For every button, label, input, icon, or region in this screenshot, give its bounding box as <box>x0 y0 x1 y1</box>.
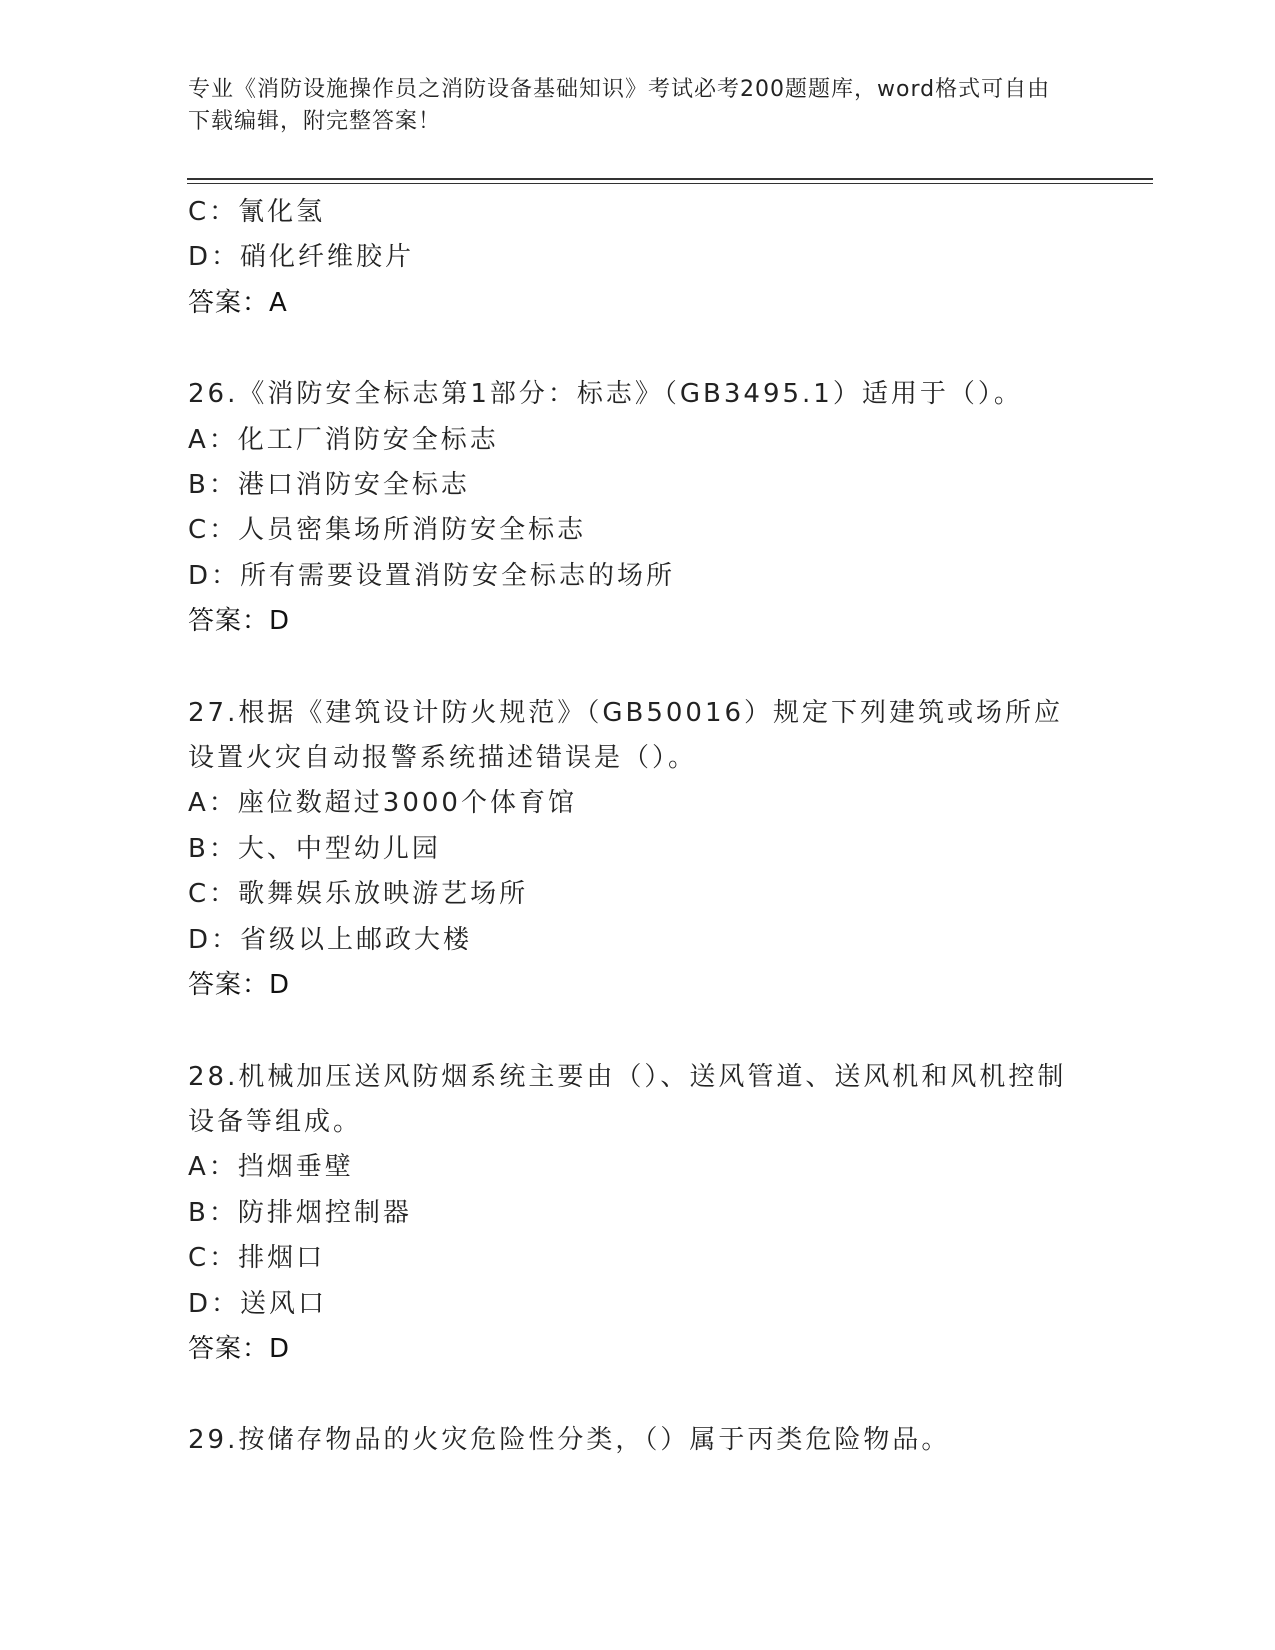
question-25-answer: 答案：A <box>188 287 288 318</box>
spacer <box>188 1009 1088 1055</box>
question-25-option-d: D：硝化纤维胶片 <box>188 242 415 273</box>
question-26-option-d: D：所有需要设置消防安全标志的场所 <box>188 560 676 591</box>
spacer <box>188 326 1088 372</box>
question-26-answer: 答案：D <box>188 606 291 637</box>
question-27-answer: 答案：D <box>188 970 291 1001</box>
document-header-title: 专业《消防设施操作员之消防设备基础知识》考试必考200题题库，word格式可自由下载编辑，附完整答案！ <box>188 77 1051 134</box>
question-26-option-b: B：港口消防安全标志 <box>188 470 470 501</box>
question-27-option-c: C：歌舞娱乐放映游艺场所 <box>188 879 529 910</box>
question-29-stem: 29.按储存物品的火灾危险性分类，（）属于丙类危险物品。 <box>188 1425 951 1456</box>
question-28-option-d: D：送风口 <box>188 1288 328 1319</box>
question-28-stem: 28.机械加压送风防烟系统主要由（）、送风管道、送风机和风机控制设备等组成。 <box>188 1061 1067 1137</box>
question-27-stem: 27.根据《建筑设计防火规范》（GB50016）规定下列建筑或场所应设置火灾自动报警系统描述错误是（）。 <box>188 697 1064 774</box>
question-26-option-a: A：化工厂消防安全标志 <box>188 424 499 455</box>
question-26-stem: 26.《消防安全标志第1部分：标志》（GB3495.1）适用于（）。 <box>188 379 1023 410</box>
question-27-option-a: A：座位数超过3000个体育馆 <box>188 788 577 819</box>
spacer <box>188 645 1088 691</box>
question-25-option-c: C：氰化氢 <box>188 197 326 227</box>
question-list <box>188 190 1088 1464</box>
header-divider-thick <box>187 178 1153 180</box>
question-28-option-a: A：挡烟垂壁 <box>188 1152 354 1183</box>
spacer <box>188 1372 1088 1418</box>
question-28-option-b: B：防排烟控制器 <box>188 1197 412 1228</box>
question-27-option-d: D：省级以上邮政大楼 <box>188 924 473 955</box>
question-28-answer: 答案：D <box>188 1333 291 1364</box>
question-27-option-b: B：大、中型幼儿园 <box>188 833 441 864</box>
question-28-option-c: C：排烟口 <box>188 1243 326 1274</box>
question-26-option-c: C：人员密集场所消防安全标志 <box>188 515 587 546</box>
header-divider-thin <box>187 183 1153 184</box>
